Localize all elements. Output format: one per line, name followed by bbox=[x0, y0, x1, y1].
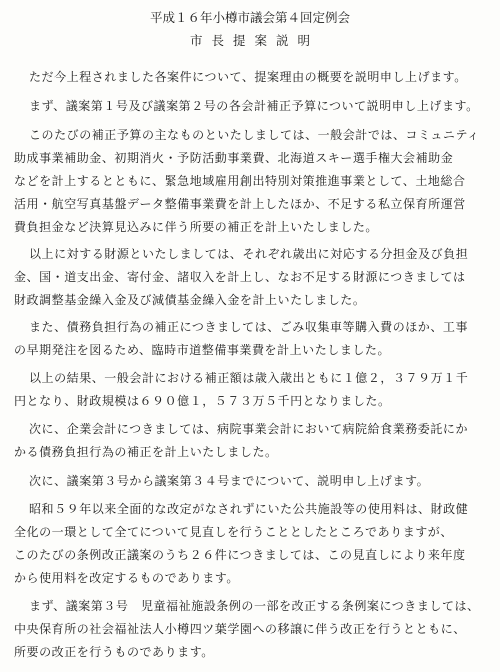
text-line: 助成事業補助金、初期消火・予防活動事業費、北海道スキー選手権大会補助金 bbox=[14, 151, 454, 165]
session-heading: 平成１６年小樽市議会第４回定例会 bbox=[149, 10, 350, 25]
text-line: などを計上するとともに、緊急地域雇用創出特別対策推進事業として、土地総合 bbox=[14, 174, 466, 188]
text-line: 昭和５９年以来全面的な改定がなされずにいた公共施設等の使用料は、財政健 bbox=[29, 502, 469, 516]
text-line: 以上に対する財源といたしましては、それぞれ歳出に対応する分担金及び負担 bbox=[29, 247, 469, 261]
paragraph-bill-3 bbox=[14, 595, 490, 664]
paragraph-totals bbox=[14, 367, 490, 413]
text-line: ただ今上程されました各案件について、提案理由の概要を説明申し上げます。 bbox=[29, 70, 467, 84]
text-line: 費負担金など決算見込みに伴う所要の補正を計上いたしました。 bbox=[14, 220, 378, 234]
text-line: このたびの条例改正議案のうち２６件につきましては、この見直しにより来年度 bbox=[14, 548, 466, 562]
text-line: 全化の一環として全てについて見直しを行うこととしたところでありますが、 bbox=[14, 525, 453, 539]
text-line: また、債務負担行為の補正につきましては、ごみ収集車等購入費のほか、工事 bbox=[29, 320, 469, 334]
text-line: 活用・航空写真基盤データ整備事業費を計上したほか、不足する私立保育所運営 bbox=[14, 197, 466, 211]
paragraph-bills-intro bbox=[14, 470, 490, 493]
text-line: このたびの補正予算の主なものといたしましては、一般会計では、コミュニティ bbox=[29, 128, 480, 142]
text-line: 金、国・道支出金、寄付金、諸収入を計上し、なお不足する財源につきましては bbox=[14, 270, 466, 284]
text-line: まず、議案第３号 児童福祉施設条例の一部を改正する条例案につきましては、 bbox=[29, 599, 480, 613]
paragraph-general-account bbox=[14, 124, 490, 239]
document-title: 市長提案説明 bbox=[189, 33, 319, 48]
text-line: かる債務負担行為の補正を計上いたしました。 bbox=[14, 445, 278, 459]
paragraph-budget-intro bbox=[14, 95, 490, 118]
paragraph-intro bbox=[14, 66, 490, 89]
text-line: 次に、企業会計につきましては、病院事業会計において病院給食業務委託にか bbox=[29, 422, 469, 436]
text-line: から使用料を改定するものであります。 bbox=[14, 571, 239, 585]
paragraph-enterprise-account bbox=[14, 418, 490, 464]
paragraph-debt-burden bbox=[14, 316, 490, 362]
text-line: の早期発注を図るため、臨時市道整備事業費を計上いたしました。 bbox=[14, 343, 391, 357]
text-line: 所要の改正を行うものであります。 bbox=[14, 645, 214, 659]
text-line: 財政調整基金繰入金及び減債基金繰入金を計上いたしました。 bbox=[14, 293, 366, 307]
text-line: 以上の結果、一般会計における補正額は歳入歳出ともに１億２，３７９万１千 bbox=[29, 371, 469, 385]
paragraph-usage-fees bbox=[14, 498, 490, 590]
text-line: 中央保育所の社会福祉法人小樽四ツ葉学園への移譲に伴う改正を行うとともに、 bbox=[14, 622, 466, 636]
text-line: 円となり、財政規模は６９０億１，５７３万５千円となりました。 bbox=[14, 394, 391, 408]
text-line: 次に、議案第３号から議案第３４号までについて、説明申し上げます。 bbox=[29, 474, 430, 488]
paragraph-revenue-sources bbox=[14, 243, 490, 312]
text-line: まず、議案第１号及び議案第２号の各会計補正予算について説明申し上げます。 bbox=[29, 99, 479, 113]
